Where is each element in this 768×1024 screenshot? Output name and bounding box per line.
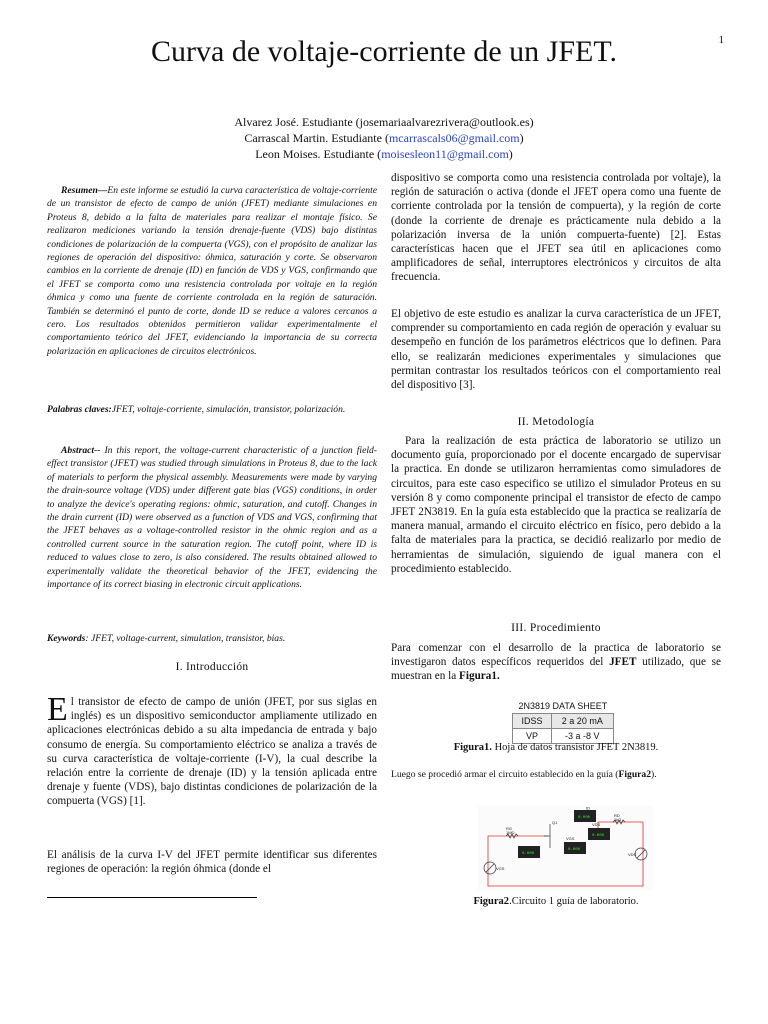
figure-ref: Figura1.: [459, 670, 500, 683]
footnote-rule: [47, 897, 257, 898]
figure-ref: Figura2: [618, 769, 652, 780]
procedure-bold: JFET: [609, 656, 637, 669]
paren: ): [508, 147, 513, 161]
author-name: Carrascal Martin. Estudiante (: [244, 131, 389, 145]
vgs-meter-label: VGS: [566, 836, 575, 841]
meter-readout: 0.000: [568, 848, 581, 852]
id-label: ID: [586, 806, 590, 811]
page-number: 1: [718, 34, 724, 46]
resumen-label: Resumen—: [61, 185, 108, 196]
author-1: [0, 114, 768, 130]
keywords-text: : JFET, voltage-current, simulation, transistor, bias.: [85, 633, 286, 644]
methodology-paragraph: Para la realización de esta práctica de laboratorio se utilizo un documento guía, proporcionado por el docente encargado de supervisar la practica. En donde se utilizaron herramientas como simuladores de circuitos, para este caso especifico se utilizo el simulador Proteus en su versión 8 y como componente principal el transistor de efecto de campo JFET 2N3819. En la guía esta establecido que la practica se realizaría de manera manual, armando el circuito eléctrico en físico, pero debido a la falta de materiales para la practica, se decidió realizarlo por medio de herramientas de simulación, siguiendo de igual manera con el procedimiento establecido.: [391, 435, 721, 575]
meter-readout: 0.000: [578, 816, 591, 820]
palabras-text: JFET, voltaje-corriente, simulación, transistor, polarización.: [111, 404, 346, 415]
table-cell: -3 a -8 V: [551, 729, 613, 744]
circuit-intro-text: ).: [651, 769, 657, 780]
circuit-diagram: [478, 806, 653, 890]
section-intro-heading: I. Introducción: [175, 661, 249, 673]
table-cell: IDSS: [513, 714, 552, 729]
resumen-paragraph: [47, 184, 377, 358]
rg-value: 1MΩ: [506, 830, 515, 835]
meter-readout: 0.000: [592, 834, 605, 838]
rd-value: 1kΩ: [614, 817, 622, 822]
paren: ): [519, 131, 524, 145]
author-name: Leon Moises. Estudiante (: [255, 147, 382, 161]
vds-meter-label: VDS: [592, 822, 601, 827]
figure2-label: Figura2: [473, 896, 510, 907]
author-2: [0, 130, 768, 146]
procedure-paragraph: [391, 641, 721, 684]
intro-text-1: l transistor de efecto de campo de unión (JFET, por sus siglas en inglés) es un dispositivo semiconductor ampliamente utilizado en aplicaciones electrónicas debido a su alta impedancia de entrada y bajo consumo de energía. Su comportamiento eléctrico se analiza a través de su curva característica de voltaje-corriente (I-V), la cual describe la relación entre la corriente de drenaje (ID) y la tensión aplicada entre drenaje y fuente (VDS), bajo distintas condiciones de polarización de la compuerta (VGS) [1].: [47, 696, 377, 808]
figure1-text: Hoja de datos transistor JFET 2N3819.: [491, 742, 659, 753]
palabras-label: Palabras claves:: [47, 404, 112, 415]
keywords-paragraph: [47, 632, 377, 645]
figure1-label: Figura1.: [453, 742, 492, 753]
paper-title: Curva de voltaje-corriente de un JFET.: [151, 35, 617, 68]
keywords-label: Keywords: [47, 633, 86, 644]
figure1-caption: [391, 742, 721, 753]
intro-paragraph-1: [47, 691, 377, 809]
rd-label: RD: [614, 813, 620, 818]
section-methodology-heading: II. Metodología: [517, 416, 595, 428]
rg-label: RG: [506, 826, 512, 831]
figure2-text: .Circuito 1 guía de laboratorio.: [509, 896, 639, 907]
vds-label: VDS: [628, 852, 637, 857]
table-cell: 2 a 20 mA: [551, 714, 613, 729]
abstract-text: In this report, the voltage-current characteristic of a junction field-effect transistor (JFET) was studied through simulations in Proteus 8, due to the lack of materials to perform the physical assembly. Measurements were made by varying the drain-source voltage (VDS) under different gate bias (VGS) conditions, in order to analyze the device's operating regions: ohmic, saturation, and cutoff. Changes in the drain current (ID) were observed as a function of VDS and VGS, confirming that the JFET behaves as a voltage-controlled resistor in the ohmic region and as a controlled current source in the saturation region. The cutoff point, where ID is reduced to values close to zero, is also considered. The results obtained allowed to experimentally validate the theoretical behavior of the JFET, evidencing the importance of its correct biasing in electronic circuit applications.: [47, 445, 377, 591]
meter-readout: 0.000: [522, 852, 535, 856]
table-title: 2N3819 DATA SHEET: [518, 701, 608, 711]
datasheet-table-wrap: [512, 699, 614, 744]
palabras-paragraph: [47, 403, 377, 416]
author-3: [0, 146, 768, 162]
resumen-text: En este informe se estudió la curva característica de voltaje-corriente de un transistor de efecto de campo de unión (JFET) mediante simulaciones en Proteus 8, debido a la falta de materiales para realizar el montaje físico. Se realizaron mediciones variando la tensión drenaje-fuente (VDS) bajo distintas condiciones de polarización de la compuerta (VGS), con el propósito de analizar las regiones de operación del dispositivo: óhmica, saturación y corte. Se observaron cambios en la corriente de drenaje (ID) en función de VDS y VGS, confirmando que el JFET se comporta como una resistencia controlada por voltaje en la región óhmica y como una fuente de corriente controlada en la región de saturación. También se determinó el punto de corte, donde ID se reduce a valores cercanos a cero. Los resultados obtenidos permitieron validar experimentalmente el comportamiento teórico del JFET, evidenciando la importancia de su correcta polarización en aplicaciones de circuitos electrónicos.: [47, 185, 377, 357]
author-email-link[interactable]: mcarrascals06@gmail.com: [388, 131, 520, 145]
circuit-intro-text: Luego se procedió armar el circuito establecido en la guía (: [391, 769, 619, 780]
table-cell: VP: [513, 729, 552, 744]
vgs-label: VGS: [496, 866, 505, 871]
objective-paragraph: El objetivo de este estudio es analizar la curva característica de un JFET, comprender su comportamiento en cada región de operación y evaluar su desempeño en función de los parámetros eléctricos que lo definen. Para ello, se realizarán mediciones experimentales y simulaciones que permitan contrastar los resultados teóricos con el comportamiento real del dispositivo [3].: [391, 308, 721, 392]
author-email-link[interactable]: moisesleon11@gmail.com: [381, 147, 509, 161]
procedure-text: Para comenzar con el desarrollo de la practica de laboratorio se investigaron datos específicos requeridos del: [391, 642, 721, 669]
intro-continued: dispositivo se comporta como una resistencia controlada por voltaje), la región de saturación o activa (donde el JFET opera como una fuente de corriente controlada por la tensión de compuerta), y la región de corte (donde la corriente de drenaje es prácticamente nula debido a la polarización inversa de la unión compuerta-fuente) [2]. Estas características hacen que el JFET sea útil en aplicaciones como amplificadores de señal, interruptores electrónicos y circuitos de alta frecuencia.: [391, 172, 721, 284]
circuit-intro-paragraph: [391, 769, 721, 780]
section-procedure-heading: III. Procedimiento: [511, 622, 601, 634]
paren: ): [529, 115, 534, 129]
table-row: [513, 714, 614, 729]
q-label: Q1: [552, 820, 558, 825]
datasheet-table: [512, 699, 614, 744]
author-list: [0, 114, 768, 162]
procedure-text: utilizado, que se muestran en la: [391, 656, 721, 683]
abstract-paragraph: [47, 444, 377, 591]
figure2-caption: [391, 896, 721, 907]
abstract-label: Abstract--: [61, 445, 101, 456]
author-name: Alvarez José. Estudiante (: [234, 115, 360, 129]
author-email[interactable]: josemariaalvarezrivera@outlook.es: [359, 115, 530, 129]
dropcap: E: [47, 691, 68, 728]
intro-paragraph-2: El análisis de la curva I-V del JFET permite identificar sus diferentes regiones de operación: la región óhmica (donde el: [47, 849, 377, 876]
